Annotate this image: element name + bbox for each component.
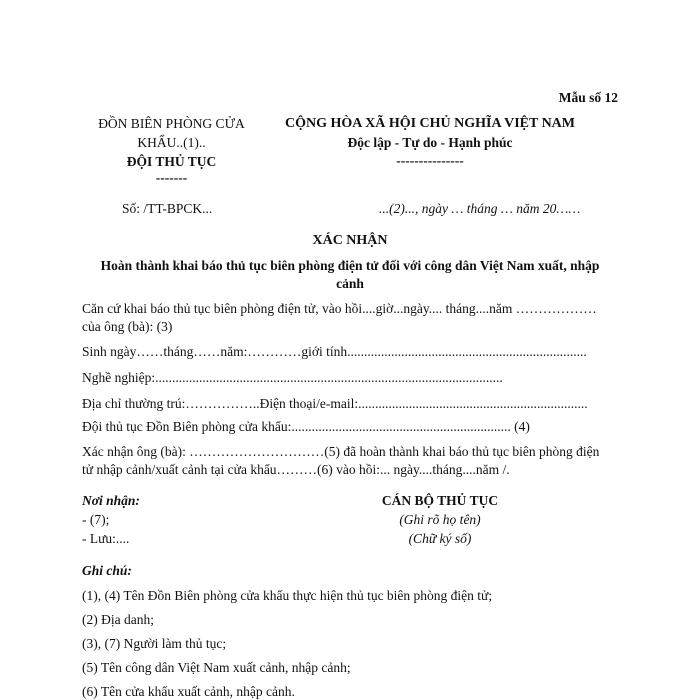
unit-rule: ------- bbox=[155, 170, 188, 185]
note-item: (5) Tên công dân Việt Nam xuất cảnh, nhập cảnh; bbox=[82, 660, 351, 675]
unit-name: ĐỘI THỦ TỤC bbox=[126, 154, 217, 169]
recipients-heading: Nơi nhận: bbox=[82, 493, 140, 508]
place-date: ...(2)..., ngày … tháng … năm 20…… bbox=[379, 201, 581, 216]
occupation-field: Nghề nghiệp:....................................................................................................... bbox=[82, 370, 503, 385]
form-number: Mẫu số 12 bbox=[558, 90, 618, 105]
basis-line2: của ông (bà): (3) bbox=[82, 319, 173, 334]
birth-field: Sinh ngày……tháng……năm:…………giới tính....................................................................... bbox=[82, 344, 587, 359]
motto: Độc lập - Tự do - Hạnh phúc bbox=[347, 135, 513, 150]
org-name-line1: ĐỒN BIÊN PHÒNG CỬA bbox=[98, 116, 245, 131]
document-title: XÁC NHẬN bbox=[312, 233, 388, 248]
recipient-item: - (7); bbox=[82, 512, 110, 527]
signer-note-name: (Ghi rõ họ tên) bbox=[399, 512, 481, 527]
document-subtitle-line1: Hoàn thành khai báo thủ tục biên phòng điện tử đối với công dân Việt Nam xuất, nhập bbox=[100, 258, 600, 273]
motto-rule: --------------- bbox=[396, 153, 464, 168]
confirm-line2: tử nhập cảnh/xuất cảnh tại cửa khẩu………(6) vào hồi:... ngày....tháng....năm /. bbox=[82, 462, 510, 477]
basis-line1: Căn cứ khai báo thủ tục biên phòng điện tử, vào hồi....giờ...ngày.... tháng....năm ……………… bbox=[82, 301, 597, 316]
document-subtitle-line2: cảnh bbox=[336, 276, 364, 291]
notes-heading: Ghi chú: bbox=[82, 563, 132, 578]
confirm-line1: Xác nhận ông (bà): …………………………(5) đã hoàn thành khai báo thủ tục biên phòng điện bbox=[82, 444, 600, 459]
org-name-line2: KHẨU..(1).. bbox=[137, 135, 206, 150]
signer-note-signature: (Chữ ký số) bbox=[408, 531, 472, 546]
nation-title: CỘNG HÒA XÃ HỘI CHỦ NGHĨA VIỆT NAM bbox=[284, 116, 575, 131]
recipient-item: - Lưu:.... bbox=[82, 531, 130, 546]
note-item: (6) Tên cửa khẩu xuất cảnh, nhập cảnh. bbox=[82, 684, 295, 699]
document-number: Số: /TT-BPCK... bbox=[122, 201, 213, 216]
note-item: (2) Địa danh; bbox=[82, 612, 154, 627]
signer-title: CÁN BỘ THỦ TỤC bbox=[381, 493, 499, 508]
note-item: (1), (4) Tên Đồn Biên phòng cửa khẩu thực hiện thủ tục biên phòng điện tử; bbox=[82, 588, 493, 603]
team-field: Đội thủ tục Đồn Biên phòng cửa khẩu:................................................................. (4) bbox=[82, 419, 530, 434]
address-field: Địa chỉ thường trú:……………..Điện thoại/e-mail:.................................................................... bbox=[82, 396, 588, 411]
note-item: (3), (7) Người làm thủ tục; bbox=[82, 636, 227, 651]
